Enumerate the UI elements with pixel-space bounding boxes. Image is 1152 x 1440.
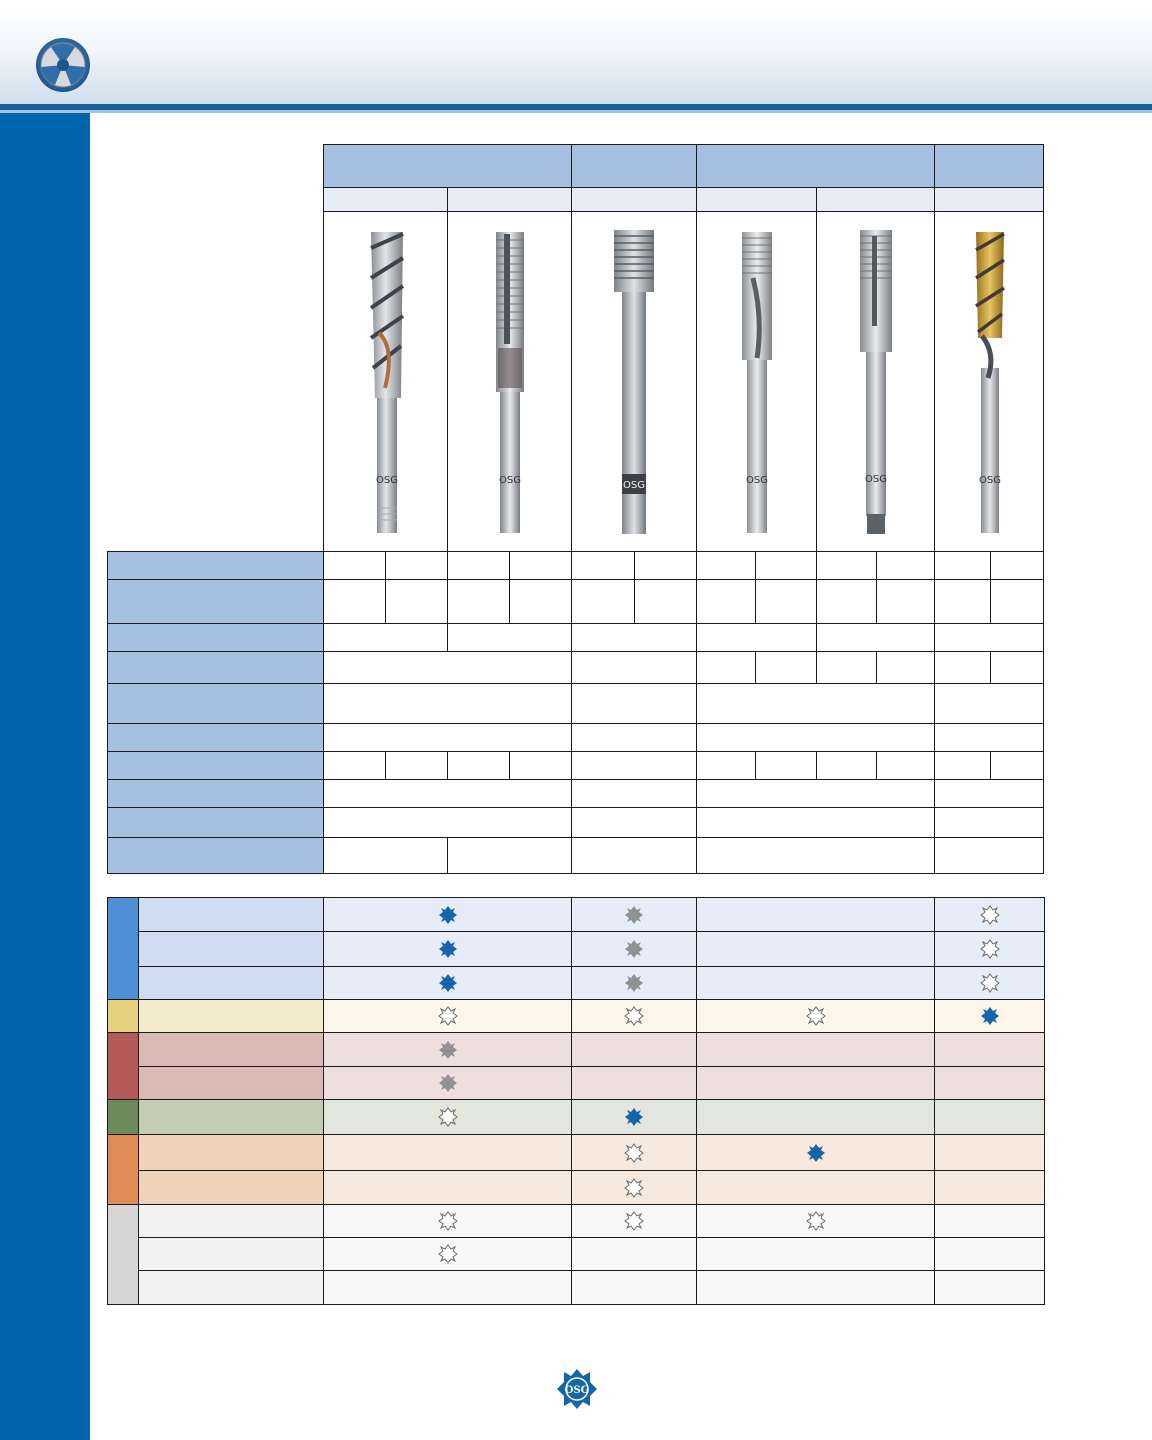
outline-osg-mark	[624, 1211, 644, 1231]
material-row-label	[138, 1237, 325, 1271]
material-row-label	[138, 1270, 325, 1305]
spec-value	[934, 779, 1044, 808]
svg-text:OSG: OSG	[865, 474, 887, 485]
spec-value	[696, 723, 935, 752]
spec-value	[571, 651, 697, 684]
blue-filled-osg-mark	[806, 1143, 826, 1163]
material-rating-cell	[696, 1134, 935, 1171]
spec-row-label-1	[107, 551, 324, 580]
gray-filled-osg-mark	[438, 1040, 458, 1060]
spec-row-label-4	[107, 651, 324, 684]
material-rating-cell	[696, 931, 935, 967]
spec-value	[755, 651, 817, 684]
spec-value	[816, 651, 877, 684]
spiral-point-tap-image	[490, 228, 530, 536]
material-rating-cell	[323, 1032, 572, 1067]
sub-header-2	[447, 187, 572, 212]
spec-value	[696, 579, 756, 624]
roll-form-tap-image	[610, 226, 658, 536]
material-rating-cell	[696, 1237, 935, 1271]
material-rating-cell	[934, 1099, 1045, 1135]
material-rating-cell	[571, 1204, 697, 1238]
spec-value	[696, 551, 756, 580]
material-rating-cell	[934, 1134, 1045, 1171]
material-rating-cell	[934, 1204, 1045, 1238]
spec-value	[571, 751, 697, 780]
spec-value	[634, 579, 697, 624]
spec-value	[990, 579, 1044, 624]
group-header-4	[934, 144, 1044, 188]
spec-value	[323, 651, 572, 684]
spec-value	[696, 779, 935, 808]
sub-header-3	[571, 187, 697, 212]
spec-value	[934, 551, 991, 580]
material-rating-cell	[934, 1032, 1045, 1067]
spec-value	[990, 751, 1044, 780]
spec-row-label-2	[107, 579, 324, 624]
sub-header-1	[323, 187, 448, 212]
material-rating-cell	[571, 1134, 697, 1171]
spec-value	[571, 807, 697, 838]
spec-value	[323, 807, 572, 838]
material-rating-cell	[696, 1099, 935, 1135]
material-row-label	[138, 1066, 325, 1100]
spec-row-label-10	[107, 837, 324, 874]
outline-osg-mark	[806, 1211, 826, 1231]
outline-osg-mark	[438, 1211, 458, 1231]
material-rating-cell	[571, 1170, 697, 1205]
material-rating-cell	[323, 1204, 572, 1238]
outline-osg-mark	[438, 1006, 458, 1026]
spec-value	[755, 579, 817, 624]
svg-text:OSG: OSG	[979, 475, 1001, 486]
group-header-2	[571, 144, 697, 188]
outline-osg-mark	[980, 905, 1000, 925]
material-row-label	[138, 1170, 325, 1205]
spec-value	[571, 683, 697, 724]
spec-value	[816, 579, 877, 624]
material-rating-cell	[696, 897, 935, 932]
outline-osg-mark	[806, 1006, 826, 1026]
spec-value	[571, 837, 697, 874]
spec-value	[876, 579, 935, 624]
material-category-band	[107, 897, 140, 1000]
material-rating-cell	[696, 1032, 935, 1067]
spec-value	[385, 751, 448, 780]
spec-value	[876, 551, 935, 580]
spec-value	[385, 551, 448, 580]
gear-emblem-icon	[35, 37, 91, 93]
group-header-1	[323, 144, 572, 188]
material-rating-cell	[571, 897, 697, 932]
spec-value	[990, 651, 1044, 684]
spec-value	[447, 623, 572, 652]
spec-row-label-7	[107, 751, 324, 780]
sub-header-6	[934, 187, 1044, 212]
blue-filled-osg-mark	[980, 1006, 1000, 1026]
material-rating-cell	[571, 999, 697, 1033]
spec-value	[323, 779, 572, 808]
material-rating-cell	[571, 931, 697, 967]
material-rating-cell	[934, 1270, 1045, 1305]
material-row-label	[138, 1134, 325, 1171]
spec-value	[571, 723, 697, 752]
spec-row-label-6	[107, 723, 324, 752]
side-bar	[0, 113, 90, 1440]
spec-value	[876, 651, 935, 684]
spec-value	[571, 623, 697, 652]
material-category-band	[107, 1134, 140, 1205]
spec-value	[876, 751, 935, 780]
sub-header-4	[696, 187, 817, 212]
material-rating-cell	[696, 999, 935, 1033]
spec-value	[571, 551, 635, 580]
spec-value	[385, 579, 448, 624]
spec-value	[755, 551, 817, 580]
material-rating-cell	[934, 999, 1045, 1033]
svg-text:OSG: OSG	[376, 475, 398, 486]
spec-value	[816, 623, 935, 652]
blue-filled-osg-mark	[624, 1107, 644, 1127]
material-rating-cell	[934, 966, 1045, 1000]
material-rating-cell	[323, 931, 572, 967]
svg-text:OSG: OSG	[564, 1385, 590, 1396]
material-row-label	[138, 1099, 325, 1135]
spec-value	[696, 807, 935, 838]
spec-value	[509, 551, 572, 580]
material-rating-cell	[934, 931, 1045, 967]
spiral-point-tap-image	[856, 226, 896, 538]
spec-row-label-3	[107, 623, 324, 652]
material-category-band	[107, 1032, 140, 1100]
material-rating-cell	[571, 1099, 697, 1135]
svg-text:OSG: OSG	[623, 480, 645, 491]
gray-filled-osg-mark	[624, 973, 644, 993]
material-row-label	[138, 966, 325, 1000]
spec-value	[323, 551, 386, 580]
svg-text:OSG: OSG	[746, 475, 768, 486]
spiral-point-tap-image	[737, 228, 777, 536]
material-rating-cell	[571, 1237, 697, 1271]
spec-value	[323, 837, 448, 874]
outline-osg-mark	[624, 1178, 644, 1198]
spec-value	[696, 751, 756, 780]
material-row-label	[138, 999, 325, 1033]
material-rating-cell	[571, 1032, 697, 1067]
spec-value	[934, 651, 991, 684]
blue-filled-osg-mark	[438, 939, 458, 959]
material-rating-cell	[696, 1066, 935, 1100]
material-rating-cell	[934, 1237, 1045, 1271]
material-rating-cell	[323, 897, 572, 932]
spec-value	[509, 751, 572, 780]
spec-value	[934, 837, 1044, 874]
spec-value	[509, 579, 572, 624]
material-category-band	[107, 999, 140, 1033]
material-category-band	[107, 1204, 140, 1305]
spec-value	[323, 751, 386, 780]
spec-value	[571, 579, 635, 624]
outline-osg-mark	[980, 973, 1000, 993]
spec-value	[934, 723, 1044, 752]
spiral-flute-tap-image	[365, 228, 409, 536]
spec-value	[816, 551, 877, 580]
material-rating-cell	[323, 1134, 572, 1171]
material-rating-cell	[323, 966, 572, 1000]
blue-filled-osg-mark	[438, 973, 458, 993]
material-rating-cell	[934, 1170, 1045, 1205]
material-rating-cell	[696, 1204, 935, 1238]
material-rating-cell	[934, 897, 1045, 932]
spec-value	[447, 579, 510, 624]
spec-value	[447, 837, 572, 874]
material-rating-cell	[934, 1066, 1045, 1100]
gray-filled-osg-mark	[624, 939, 644, 959]
material-rating-cell	[323, 1237, 572, 1271]
osg-logo	[556, 1368, 598, 1410]
spec-value	[934, 579, 991, 624]
material-rating-cell	[571, 1066, 697, 1100]
spec-value	[934, 623, 1044, 652]
spec-value	[323, 723, 572, 752]
spec-value	[696, 623, 817, 652]
material-category-band	[107, 1099, 140, 1135]
material-row-label	[138, 931, 325, 967]
gray-filled-osg-mark	[624, 905, 644, 925]
sub-header-5	[816, 187, 935, 212]
spec-value	[571, 779, 697, 808]
spec-value	[323, 623, 448, 652]
material-rating-cell	[323, 1099, 572, 1135]
material-rating-cell	[571, 1270, 697, 1305]
outline-osg-mark	[980, 939, 1000, 959]
material-row-label	[138, 1032, 325, 1067]
material-row-label	[138, 1204, 325, 1238]
spec-value	[634, 551, 697, 580]
spec-row-label-8	[107, 779, 324, 808]
material-rating-cell	[323, 1270, 572, 1305]
spec-value	[696, 651, 756, 684]
page-header-band	[0, 0, 1152, 108]
spec-value	[934, 807, 1044, 838]
spec-value	[990, 551, 1044, 580]
spec-row-label-5	[107, 683, 324, 724]
spec-value	[755, 751, 817, 780]
outline-osg-mark	[438, 1107, 458, 1127]
material-rating-cell	[571, 966, 697, 1000]
outline-osg-mark	[624, 1006, 644, 1026]
material-rating-cell	[323, 1170, 572, 1205]
spec-row-label-9	[107, 807, 324, 838]
material-row-label	[138, 897, 325, 932]
outline-osg-mark	[624, 1143, 644, 1163]
material-rating-cell	[696, 966, 935, 1000]
spec-value	[934, 751, 991, 780]
spec-value	[323, 579, 386, 624]
material-rating-cell	[323, 1066, 572, 1100]
header-divider-light	[0, 110, 1152, 113]
outline-osg-mark	[438, 1244, 458, 1264]
gray-filled-osg-mark	[438, 1073, 458, 1093]
spec-value	[696, 837, 935, 874]
svg-text:OSG: OSG	[499, 475, 521, 486]
spiral-flute-tap-coated-image	[970, 228, 1010, 536]
spec-value	[323, 683, 572, 724]
blue-filled-osg-mark	[438, 905, 458, 925]
spec-value	[934, 683, 1044, 724]
spec-value	[696, 683, 935, 724]
material-rating-cell	[696, 1270, 935, 1305]
spec-value	[816, 751, 877, 780]
spec-value	[447, 751, 510, 780]
material-rating-cell	[696, 1170, 935, 1205]
spec-value	[447, 551, 510, 580]
group-header-3	[696, 144, 935, 188]
material-rating-cell	[323, 999, 572, 1033]
